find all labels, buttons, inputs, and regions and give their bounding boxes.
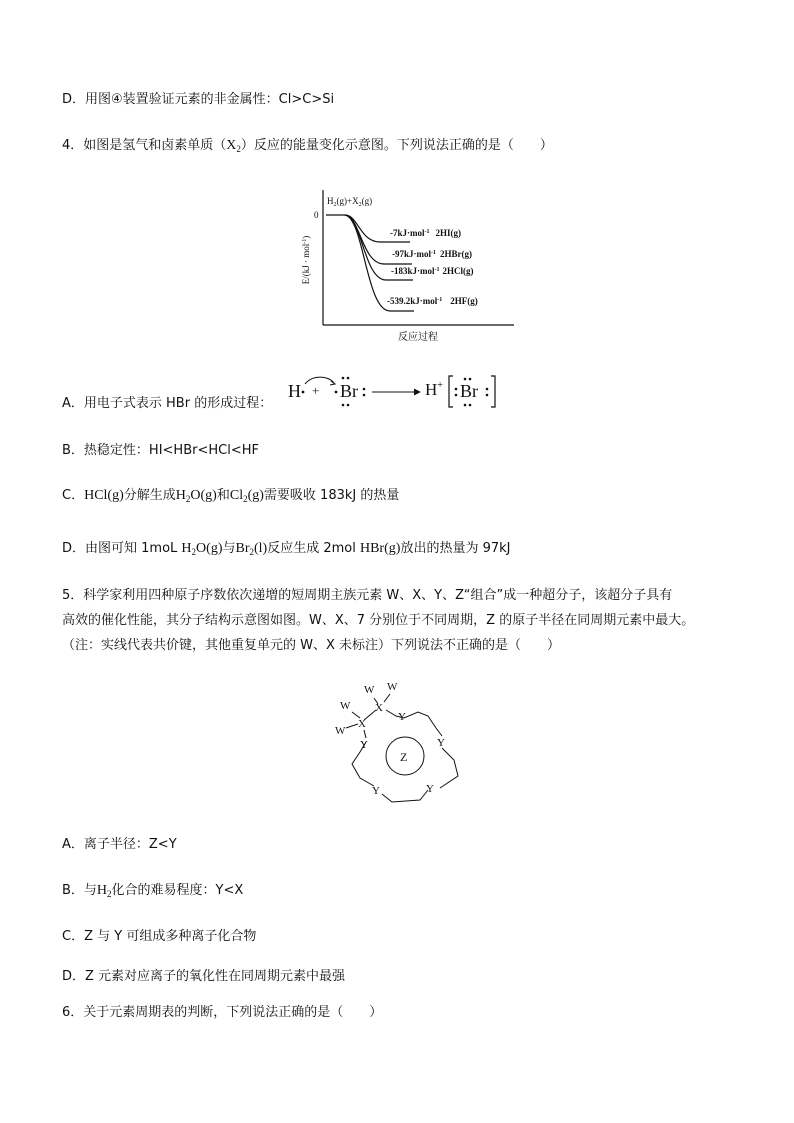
zero-label: 0 (314, 210, 319, 220)
atom-y-5: Y (426, 783, 434, 795)
lewis-plus: + (312, 383, 320, 398)
q4-stem: 4．如图是氢气和卤素单质$(X_2)$反应的能量变化示意图。下列说法正确的是（ ） (62, 138, 553, 154)
q5-stem-line-2: 高效的催化性能，其分子结构示意图如图。W、X、7 分别位于不同周期，Z 的原子半径在同周期元素中最大。 (62, 613, 695, 628)
q5-option-a: A．离子半径：Z<Y (62, 837, 177, 852)
q3-option-d: D．用图④装置验证元素的非金属性：Cl>C>Si (62, 92, 335, 107)
atom-y-2: Y (360, 739, 368, 751)
y-axis-label: E/(kJ · mol$^{-1}$) (301, 235, 311, 285)
curve-label-hi: -7kJ·mol$^{-1}$ 2HI(g) (390, 228, 462, 238)
q5-option-d: D．Z 元素对应离子的氧化性在同周期元素中最强 (62, 969, 346, 984)
atom-x-2: X (358, 718, 366, 730)
curve-label-hbr: -97kJ·mol$^{-1}$ 2HBr(g) (392, 249, 473, 259)
lewis-br-ion: Br (460, 381, 478, 401)
curve-label-hcl: -183kJ·mol$^{-1}$ 2HCl(g) (391, 266, 474, 276)
atom-w-1: W (364, 684, 375, 696)
lewis-br: Br (340, 381, 358, 401)
lewis-hplus: H+ (425, 380, 443, 399)
atom-w-4: W (335, 725, 346, 737)
supramolecule-diagram (330, 676, 470, 816)
atom-z: Z (400, 750, 408, 764)
q5-option-c: C．Z 与 Y 可组成多种离子化合物 (62, 929, 257, 944)
q4-option-a: A．用电子式表示 HBr 的形成过程： (62, 396, 273, 411)
atom-w-3: W (340, 700, 351, 712)
q4-option-b: B．热稳定性：HI<HBr<HCl<HF (62, 443, 259, 458)
atom-y-4: Y (372, 785, 380, 797)
q5-option-b: B．与$H_2$化合的难易程度：Y<X (62, 883, 244, 899)
atom-y-1: Y (398, 711, 406, 723)
q4-option-c: C．HCl(g)分解生成$H_2O(g)$和$Cl_2(g)$需要吸收 183kJ 的热量 (62, 488, 400, 504)
lewis-h: H (288, 381, 301, 401)
x-axis-label: 反应过程 (398, 332, 438, 343)
atom-y-3: Y (437, 737, 445, 749)
atom-w-2: W (387, 681, 398, 693)
q5-stem-line-3: （注：实线代表共价键，其他重复单元的 W、X 未标注）下列说法不正确的是（ ） (62, 638, 561, 653)
energy-diagram (290, 180, 520, 348)
q5-stem-line-1: 5．科学家利用四种原子序数依次递增的短周期主族元素 W、X、Y、Z“组合”成一种超分子，该超分子具有 (62, 588, 673, 603)
curve-label-hf: -539.2kJ·mol$^{-1}$ 2HF(g) (387, 296, 478, 306)
reactants-label: $H_2(g)+X_2(g)$ (327, 196, 373, 208)
q6-stem: 6．关于元素周期表的判断，下列说法正确的是（ ） (62, 1005, 383, 1020)
atom-x-1: X (375, 702, 383, 714)
q4-option-d: D．由图可知 1moL $H_2O(g)$与$Br_2(l)$反应生成 2mol HBr(g)放出的热量为 97kJ (62, 541, 511, 557)
lewis-formation (284, 372, 500, 410)
